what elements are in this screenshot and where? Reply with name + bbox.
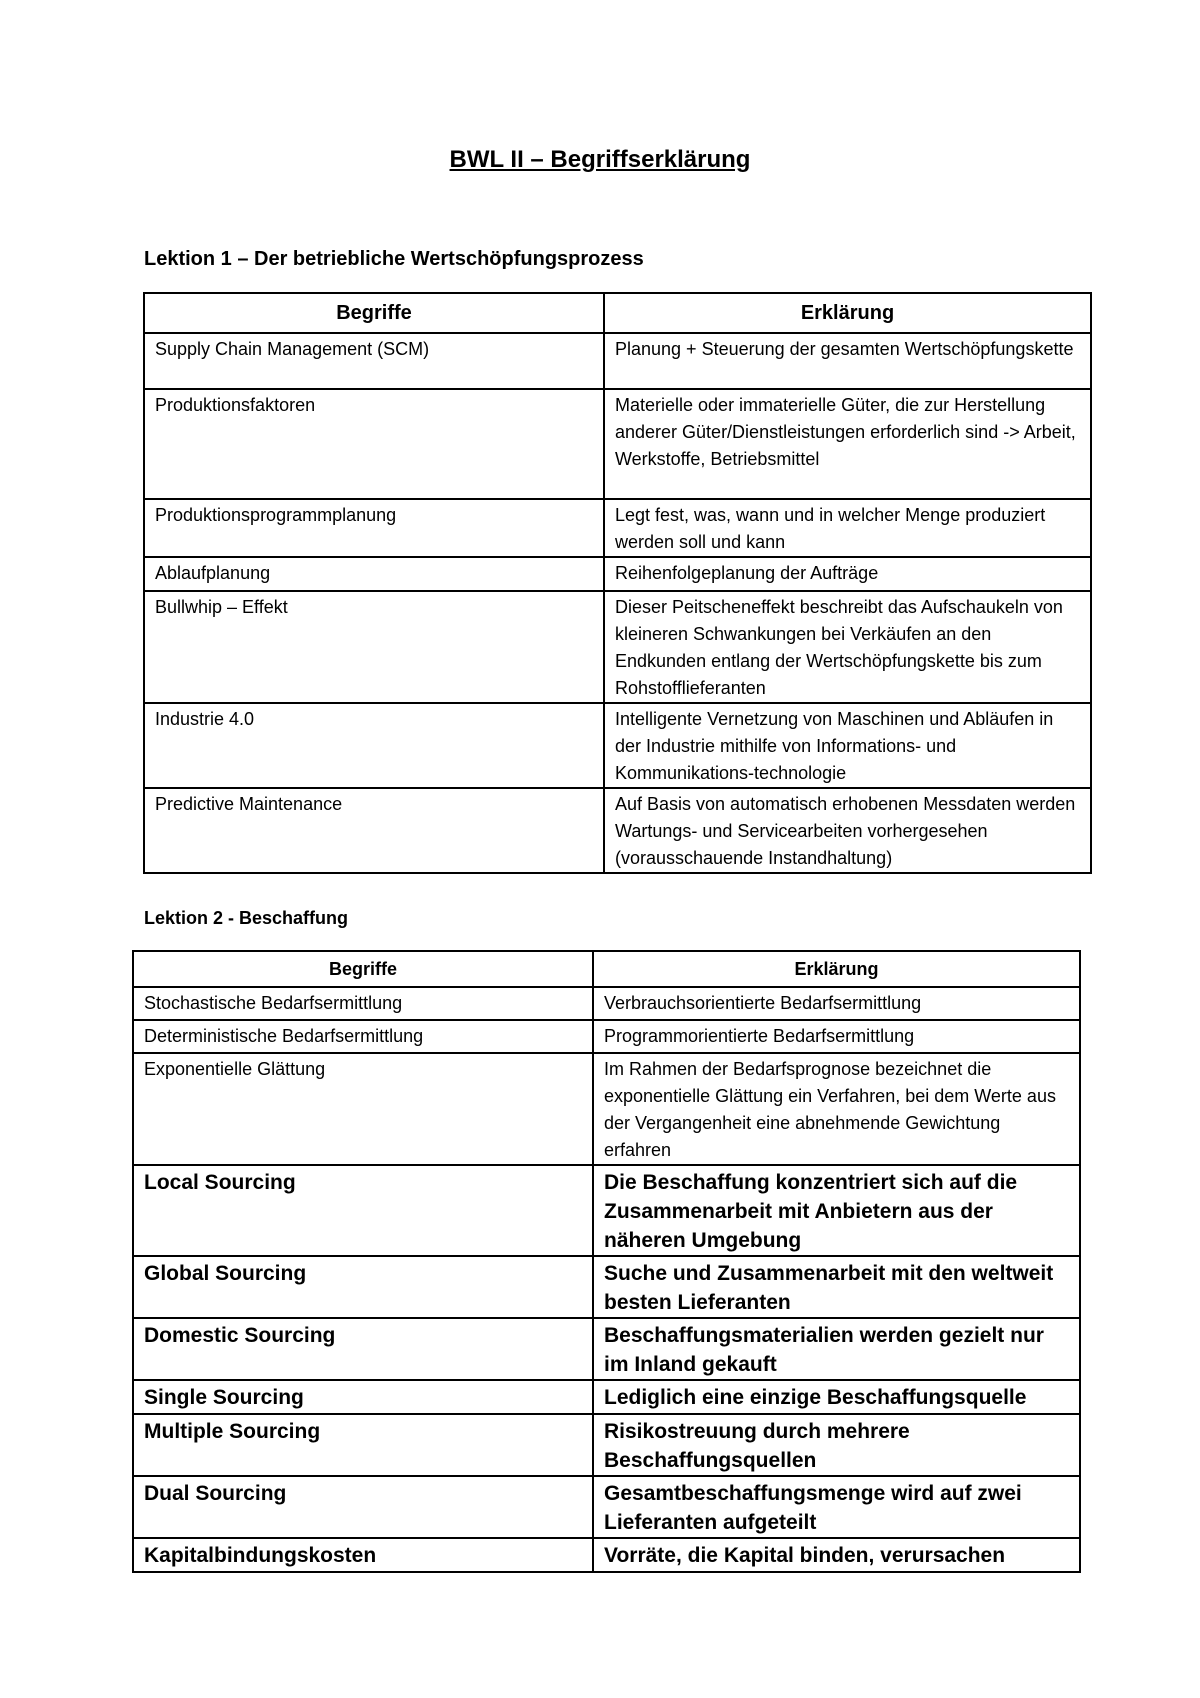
term-cell: Exponentielle Glättung: [133, 1053, 593, 1165]
term-cell: Produktionsfaktoren: [144, 389, 604, 499]
table-row: [144, 557, 1091, 591]
table-row: [133, 1256, 1080, 1318]
definition-cell: Programmorientierte Bedarfsermittlung: [593, 1020, 1080, 1053]
definition-cell: Materielle oder immaterielle Güter, die zur Herstellung anderer Güter/Dienstleistungen erforderlich sind -> Arbeit, Werkstoffe, Betriebsmittel: [604, 389, 1091, 499]
term-cell: Global Sourcing: [133, 1256, 593, 1318]
table-row: [133, 1020, 1080, 1053]
table-row: [133, 1380, 1080, 1414]
definition-cell: Planung + Steuerung der gesamten Wertschöpfungskette: [604, 333, 1091, 389]
definition-cell: Im Rahmen der Bedarfsprognose bezeichnet die exponentielle Glättung ein Verfahren, bei dem Werte aus der Vergangenheit eine abnehmende Gewichtung erfahren: [593, 1053, 1080, 1165]
column-header-erklaerung: Erklärung: [604, 293, 1091, 333]
term-cell: Industrie 4.0: [144, 703, 604, 788]
definition-cell: Legt fest, was, wann und in welcher Menge produziert werden soll und kann: [604, 499, 1091, 557]
table-row: [133, 987, 1080, 1020]
lektion2-table: [132, 950, 1081, 1573]
definition-cell: Vorräte, die Kapital binden, verursachen: [593, 1538, 1080, 1572]
definition-cell: Die Beschaffung konzentriert sich auf die Zusammenarbeit mit Anbietern aus der näheren Umgebung: [593, 1165, 1080, 1256]
table-row: [144, 499, 1091, 557]
definition-cell: Lediglich eine einzige Beschaffungsquelle: [593, 1380, 1080, 1414]
table-row: [133, 1538, 1080, 1572]
term-cell: Dual Sourcing: [133, 1476, 593, 1538]
term-cell: Ablaufplanung: [144, 557, 604, 591]
term-cell: Produktionsprogrammplanung: [144, 499, 604, 557]
definition-cell: Beschaffungsmaterialien werden gezielt nur im Inland gekauft: [593, 1318, 1080, 1380]
table-row: [144, 389, 1091, 499]
table-row: [133, 1476, 1080, 1538]
table-row: [133, 1165, 1080, 1256]
definition-cell: Risikostreuung durch mehrere Beschaffungsquellen: [593, 1414, 1080, 1476]
column-header-erklaerung: Erklärung: [593, 951, 1080, 987]
definition-cell: Intelligente Vernetzung von Maschinen und Abläufen in der Industrie mithilfe von Informations- und Kommunikations-technologie: [604, 703, 1091, 788]
term-cell: Bullwhip – Effekt: [144, 591, 604, 703]
term-cell: Deterministische Bedarfsermittlung: [133, 1020, 593, 1053]
definition-cell: Verbrauchsorientierte Bedarfsermittlung: [593, 987, 1080, 1020]
column-header-begriffe: Begriffe: [144, 293, 604, 333]
definition-cell: Suche und Zusammenarbeit mit den weltweit besten Lieferanten: [593, 1256, 1080, 1318]
definition-cell: Gesamtbeschaffungsmenge wird auf zwei Lieferanten aufgeteilt: [593, 1476, 1080, 1538]
term-cell: Domestic Sourcing: [133, 1318, 593, 1380]
table-header-row: [144, 293, 1091, 333]
term-cell: Stochastische Bedarfsermittlung: [133, 987, 593, 1020]
definition-cell: Dieser Peitscheneffekt beschreibt das Aufschaukeln von kleineren Schwankungen bei Verkäufen an den Endkunden entlang der Wertschöpfungskette bis zum Rohstofflieferanten: [604, 591, 1091, 703]
lektion2-heading: Lektion 2 - Beschaffung: [144, 908, 349, 928]
table-row: [133, 1318, 1080, 1380]
table-row: [144, 333, 1091, 389]
term-cell: Multiple Sourcing: [133, 1414, 593, 1476]
table-header-row: [133, 951, 1080, 987]
lektion1-heading: Lektion 1 – Der betriebliche Wertschöpfungsprozess: [144, 248, 644, 270]
term-cell: Kapitalbindungskosten: [133, 1538, 593, 1572]
column-header-begriffe: Begriffe: [133, 951, 593, 987]
table-row: [144, 788, 1091, 873]
table-row: [133, 1053, 1080, 1165]
table-row: [133, 1414, 1080, 1476]
term-cell: Supply Chain Management (SCM): [144, 333, 604, 389]
term-cell: Local Sourcing: [133, 1165, 593, 1256]
table-row: [144, 703, 1091, 788]
term-cell: Predictive Maintenance: [144, 788, 604, 873]
definition-cell: Reihenfolgeplanung der Aufträge: [604, 557, 1091, 591]
lektion1-table: [143, 292, 1092, 874]
table-row: [144, 591, 1091, 703]
document-title: BWL II – Begriffserklärung: [449, 146, 751, 173]
definition-cell: Auf Basis von automatisch erhobenen Messdaten werden Wartungs- und Servicearbeiten vorhergesehen (vorausschauende Instandhaltung): [604, 788, 1091, 873]
term-cell: Single Sourcing: [133, 1380, 593, 1414]
